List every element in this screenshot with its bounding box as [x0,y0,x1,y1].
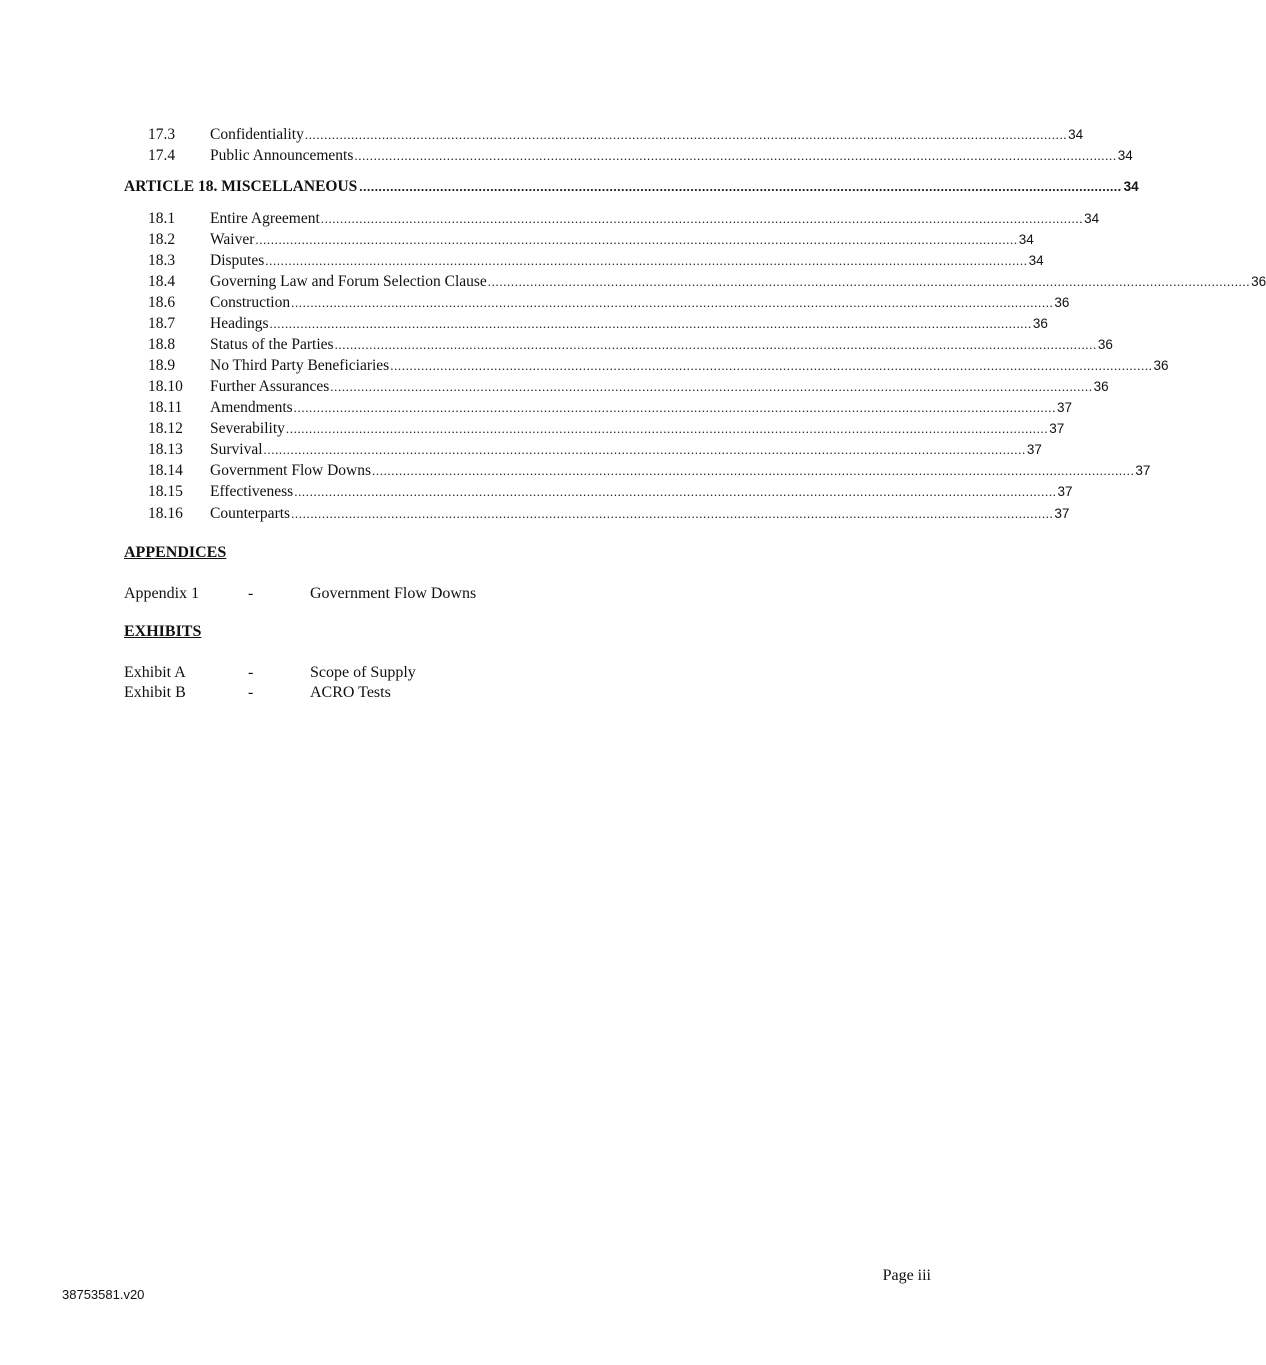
toc-entry-number: 18.7 [148,315,176,332]
toc-entry-page: 36 [1032,316,1048,331]
toc-entry[interactable] [124,145,1133,166]
dot-leader: ...................................................................................................................................................................................................... [320,211,1084,226]
dot-leader: ...................................................................................................................................................................................................... [291,506,1054,521]
toc-entry-page: 34 [1018,232,1034,247]
toc-entry-title: Waiver [210,231,255,248]
toc-entry-page: 37 [1135,463,1151,478]
toc-entry-number: 18.2 [148,231,176,248]
toc-entry-page: 37 [1057,484,1073,499]
toc-entry[interactable] [124,481,1073,502]
toc-entry[interactable] [124,503,1070,524]
toc-entry[interactable] [124,250,1044,271]
toc-entry-page: 36 [1153,358,1169,373]
toc-entry-title: No Third Party Beneficiaries [210,357,390,374]
appendix-label: Appendix 1 [124,585,200,602]
appendices-heading: APPENDICES [124,544,227,561]
dot-leader: ...................................................................................................................................................................................................... [334,337,1097,352]
toc-entry-title: Government Flow Downs [210,462,372,479]
toc-entry-number: 18.6 [148,294,176,311]
toc-entry[interactable] [124,334,1113,355]
toc-entry-number: 18.16 [148,505,183,522]
exhibit-label: Exhibit A [124,664,186,681]
dot-leader: ...................................................................................................................................................................................................... [304,127,1068,142]
dot-leader: ...................................................................................................................................................................................................... [255,232,1018,247]
toc-entry-page: 36 [1054,295,1070,310]
toc-entry-number: 18.15 [148,483,183,500]
toc-entry-number: 18.13 [148,441,183,458]
toc-entry-number: 18.9 [148,357,176,374]
toc-entry[interactable] [124,460,1151,481]
dot-leader: ...................................................................................................................................................................................................... [354,148,1117,163]
appendix-row [124,583,624,604]
toc-entry-page: 34 [1117,148,1133,163]
exhibit-dash: - [248,684,254,701]
toc-entry-number: 18.11 [148,399,183,416]
toc-entry-page: 37 [1049,421,1065,436]
toc-entry-page: 37 [1056,400,1072,415]
toc-entry-title: Counterparts [210,505,291,522]
toc-entry-page: 36 [1097,337,1113,352]
dot-leader: ...................................................................................................................................................................................................... [372,463,1135,478]
toc-entry-number: 18.4 [148,273,176,290]
toc-entry[interactable] [124,124,1084,145]
toc-entry[interactable] [124,292,1070,313]
toc-entry-number: 17.3 [148,126,176,143]
toc-entry-title: Entire Agreement [210,210,320,227]
toc-entry[interactable] [124,376,1109,397]
toc-entry-number: 18.14 [148,462,183,479]
toc-entry-number: 18.12 [148,420,183,437]
document-id: 38753581.v20 [62,1287,145,1302]
dot-leader: ...................................................................................................................................................................................................... [359,179,1122,194]
exhibit-label: Exhibit B [124,684,186,701]
toc-entry-page: 34 [1028,253,1044,268]
toc-entry-title: Amendments [210,399,293,416]
dot-leader: ...................................................................................................................................................................................................... [263,442,1026,457]
toc-entry-page: 37 [1026,442,1042,457]
toc-entry-number: 18.10 [148,378,183,395]
toc-entry-title: Headings [210,315,269,332]
dot-leader: ...................................................................................................................................................................................................... [269,316,1032,331]
toc-entry-title: Status of the Parties [210,336,334,353]
toc-entry-page: 37 [1054,506,1070,521]
dot-leader: ...................................................................................................................................................................................................... [390,358,1153,373]
toc-entry-page: 36 [1251,274,1266,289]
exhibit-description: Scope of Supply [310,664,416,681]
dot-leader: ...................................................................................................................................................................................................... [487,274,1251,289]
toc-entry-title: Effectiveness [210,483,294,500]
toc-article-heading[interactable] [124,176,1139,198]
exhibit-dash: - [248,664,254,681]
toc-entry-number: 18.3 [148,252,176,269]
toc-entry-title: Further Assurances [210,378,330,395]
toc-entry-title: Public Announcements [210,147,354,164]
toc-entry-number: 17.4 [148,147,176,164]
toc-entry-title: Disputes [210,252,265,269]
toc-entry-title: Survival [210,441,263,458]
dot-leader: ...................................................................................................................................................................................................... [291,295,1054,310]
dot-leader: ...................................................................................................................................................................................................... [294,484,1057,499]
exhibits-heading: EXHIBITS [124,623,202,640]
exhibit-description: ACRO Tests [310,684,391,701]
toc-entry-title: Confidentiality [210,126,304,143]
appendix-description: Government Flow Downs [310,585,477,602]
toc-entry[interactable] [124,229,1034,250]
article-page: 34 [1123,179,1139,194]
dot-leader: ...................................................................................................................................................................................................... [265,253,1028,268]
toc-entry-page: 34 [1084,211,1100,226]
toc-entry-title: Governing Law and Forum Selection Clause [210,273,487,290]
toc-entry-title: Severability [210,420,285,437]
toc-entry[interactable] [124,271,1266,292]
dot-leader: ...................................................................................................................................................................................................... [285,421,1049,436]
exhibit-row [124,662,624,683]
toc-entry-title: Construction [210,294,291,311]
exhibit-row [124,682,624,703]
toc-entry[interactable] [124,208,1100,229]
toc-entry[interactable] [124,355,1169,376]
toc-entry-number: 18.1 [148,210,176,227]
toc-entry[interactable] [124,439,1042,460]
appendix-dash: - [248,585,254,602]
page-number: Page iii [882,1267,931,1284]
article-title: ARTICLE 18. MISCELLANEOUS [124,178,358,195]
toc-entry[interactable] [124,397,1072,418]
toc-entry-page: 34 [1068,127,1084,142]
dot-leader: ...................................................................................................................................................................................................... [330,379,1093,394]
toc-entry[interactable] [124,418,1065,439]
dot-leader: ...................................................................................................................................................................................................... [293,400,1056,415]
toc-entry-number: 18.8 [148,336,176,353]
toc-entry-page: 36 [1093,379,1109,394]
toc-entry[interactable] [124,313,1048,334]
